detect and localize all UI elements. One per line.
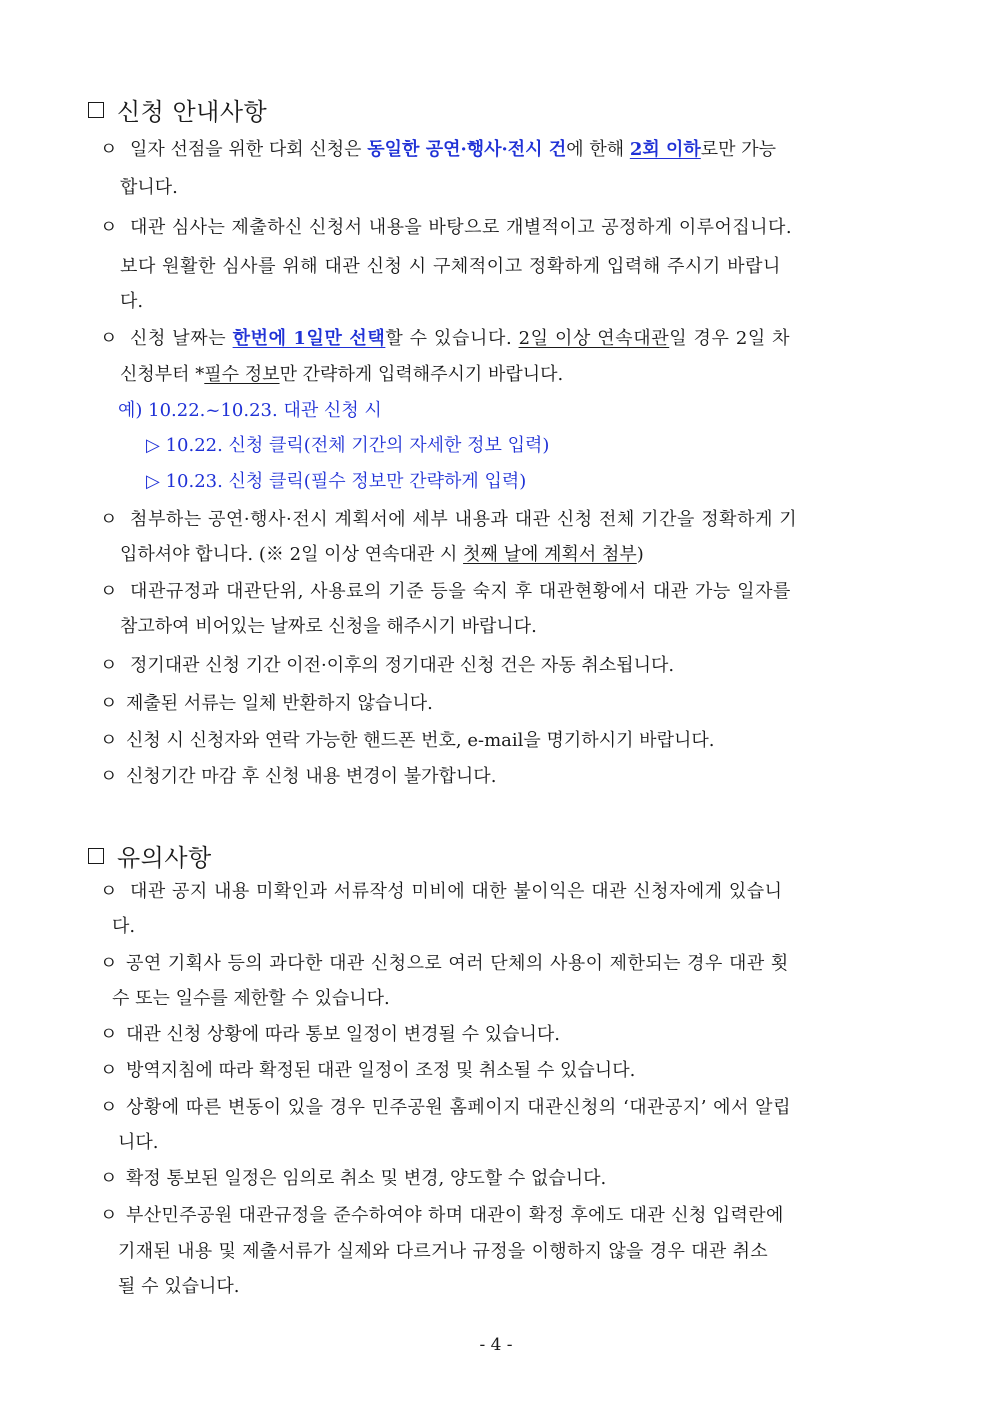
bullet-icon: ㅇ bbox=[100, 953, 118, 974]
notice-line: 신청 시 신청자와 연락 가능한 핸드폰 번호, e-mail을 명기하시기 바랍니다. bbox=[126, 730, 715, 751]
notice-line: 입하셔야 합니다. (※ 2일 이상 연속대관 시 첫째 날에 계획서 첨부) bbox=[120, 544, 644, 565]
bullet-icon: ㅇ bbox=[100, 766, 118, 787]
notice-line: 대관규정과 대관단위, 사용료의 기준 등을 숙지 후 대관현황에서 대관 가능 일자를 bbox=[130, 581, 791, 602]
notice-line: 대관 공지 내용 미확인과 서류작성 미비에 대한 불이익은 대관 신청자에게 있습니 bbox=[130, 881, 783, 902]
notice-line: 상황에 따른 변동이 있을 경우 민주공원 홈페이지 대관신청의 ‘대관공지’ 에서 알립 bbox=[126, 1097, 791, 1118]
bullet-icon: ㅇ bbox=[100, 1060, 118, 1081]
notice-line: 수 또는 일수를 제한할 수 있습니다. bbox=[112, 988, 390, 1009]
notice-line: 부산민주공원 대관규정을 준수하여야 하며 대관이 확정 후에도 대관 신청 입력란에 bbox=[126, 1205, 784, 1226]
notice-line: 대관 신청 상황에 따라 통보 일정이 변경될 수 있습니다. bbox=[126, 1024, 561, 1045]
notice-line: 대관 심사는 제출하신 신청서 내용을 바탕으로 개별적이고 공정하게 이루어집니다. bbox=[130, 217, 793, 238]
notice-line: 확정 통보된 일정은 임의로 취소 및 변경, 양도할 수 없습니다. bbox=[126, 1168, 607, 1189]
notice-line: 신청기간 마감 후 신청 내용 변경이 불가합니다. bbox=[126, 766, 497, 787]
underlined-text: 2일 이상 연속대관 bbox=[518, 328, 670, 349]
underlined-text: 필수 정보 bbox=[204, 364, 280, 385]
notice-line: 보다 원활한 심사를 위해 대관 신청 시 구체적이고 정확하게 입력해 주시기 바랍니 bbox=[120, 256, 781, 277]
notice-line: 첨부하는 공연·행사·전시 계획서에 세부 내용과 대관 신청 전체 기간을 정확하게 기 bbox=[130, 509, 798, 530]
notice-line: 될 수 있습니다. bbox=[118, 1276, 240, 1297]
bullet-icon: ㅇ bbox=[100, 1205, 118, 1226]
underlined-text: 첫째 날에 계획서 첨부 bbox=[463, 544, 637, 565]
bullet-icon: ㅇ bbox=[100, 139, 118, 160]
notice-line: 참고하여 비어있는 날짜로 신청을 해주시기 바랍니다. bbox=[120, 616, 537, 637]
example-step: ▷ 10.23. 신청 클릭(필수 정보만 간략하게 입력) bbox=[146, 471, 527, 492]
bullet-icon: ㅇ bbox=[100, 1097, 118, 1118]
bullet-icon: ㅇ bbox=[100, 730, 118, 751]
highlight-underlined-text: 한번에 1일만 선택 bbox=[232, 328, 386, 349]
notice-line: 니다. bbox=[118, 1132, 159, 1153]
notice-line: 일자 선점을 위한 다회 신청은 동일한 공연·행사·전시 건에 한해 2회 이하로만 가능 bbox=[130, 139, 777, 160]
example-step: ▷ 10.22. 신청 클릭(전체 기간의 자세한 정보 입력) bbox=[146, 435, 550, 456]
section-title: 신청 안내사항 bbox=[117, 98, 268, 126]
notice-line: 기재된 내용 및 제출서류가 실제와 다르거나 규정을 이행하지 않을 경우 대관 취소 bbox=[118, 1241, 768, 1262]
highlight-underlined-text: 2회 이하 bbox=[629, 139, 701, 160]
notice-line: 다. bbox=[120, 291, 144, 312]
bullet-icon: ㅇ bbox=[100, 1168, 118, 1189]
bullet-icon: ㅇ bbox=[100, 1024, 118, 1045]
notice-line: 제출된 서류는 일체 반환하지 않습니다. bbox=[126, 693, 433, 714]
notice-line: 공연 기획사 등의 과다한 대관 신청으로 여러 단체의 사용이 제한되는 경우 대관 횟 bbox=[126, 953, 789, 974]
bullet-icon: ㅇ bbox=[100, 693, 118, 714]
bullet-icon: ㅇ bbox=[100, 655, 118, 676]
page-number: - 4 - bbox=[479, 1335, 513, 1355]
notice-line: 신청 날짜는 한번에 1일만 선택할 수 있습니다. 2일 이상 연속대관일 경우 2일 차 bbox=[130, 328, 791, 349]
bullet-icon: ㅇ bbox=[100, 581, 118, 602]
bullet-icon: ㅇ bbox=[100, 509, 118, 530]
section-title: 유의사항 bbox=[117, 844, 212, 872]
checkbox-square-icon bbox=[88, 102, 104, 118]
bullet-icon: ㅇ bbox=[100, 328, 118, 349]
notice-line: 합니다. bbox=[120, 177, 178, 198]
highlight-text: 동일한 공연·행사·전시 건 bbox=[367, 139, 567, 160]
notice-line: 방역지침에 따라 확정된 대관 일정이 조정 및 취소될 수 있습니다. bbox=[126, 1060, 636, 1081]
section-heading-precautions bbox=[88, 838, 212, 873]
section-heading-application-guide bbox=[88, 92, 267, 127]
notice-line: 다. bbox=[112, 916, 136, 937]
bullet-icon: ㅇ bbox=[100, 217, 118, 238]
example-line: 예) 10.22.~10.23. 대관 신청 시 bbox=[118, 400, 382, 421]
bullet-icon: ㅇ bbox=[100, 881, 118, 902]
notice-line: 신청부터 *필수 정보만 간략하게 입력해주시기 바랍니다. bbox=[120, 364, 564, 385]
notice-line: 정기대관 신청 기간 이전·이후의 정기대관 신청 건은 자동 취소됩니다. bbox=[130, 655, 675, 676]
checkbox-square-icon bbox=[88, 848, 104, 864]
